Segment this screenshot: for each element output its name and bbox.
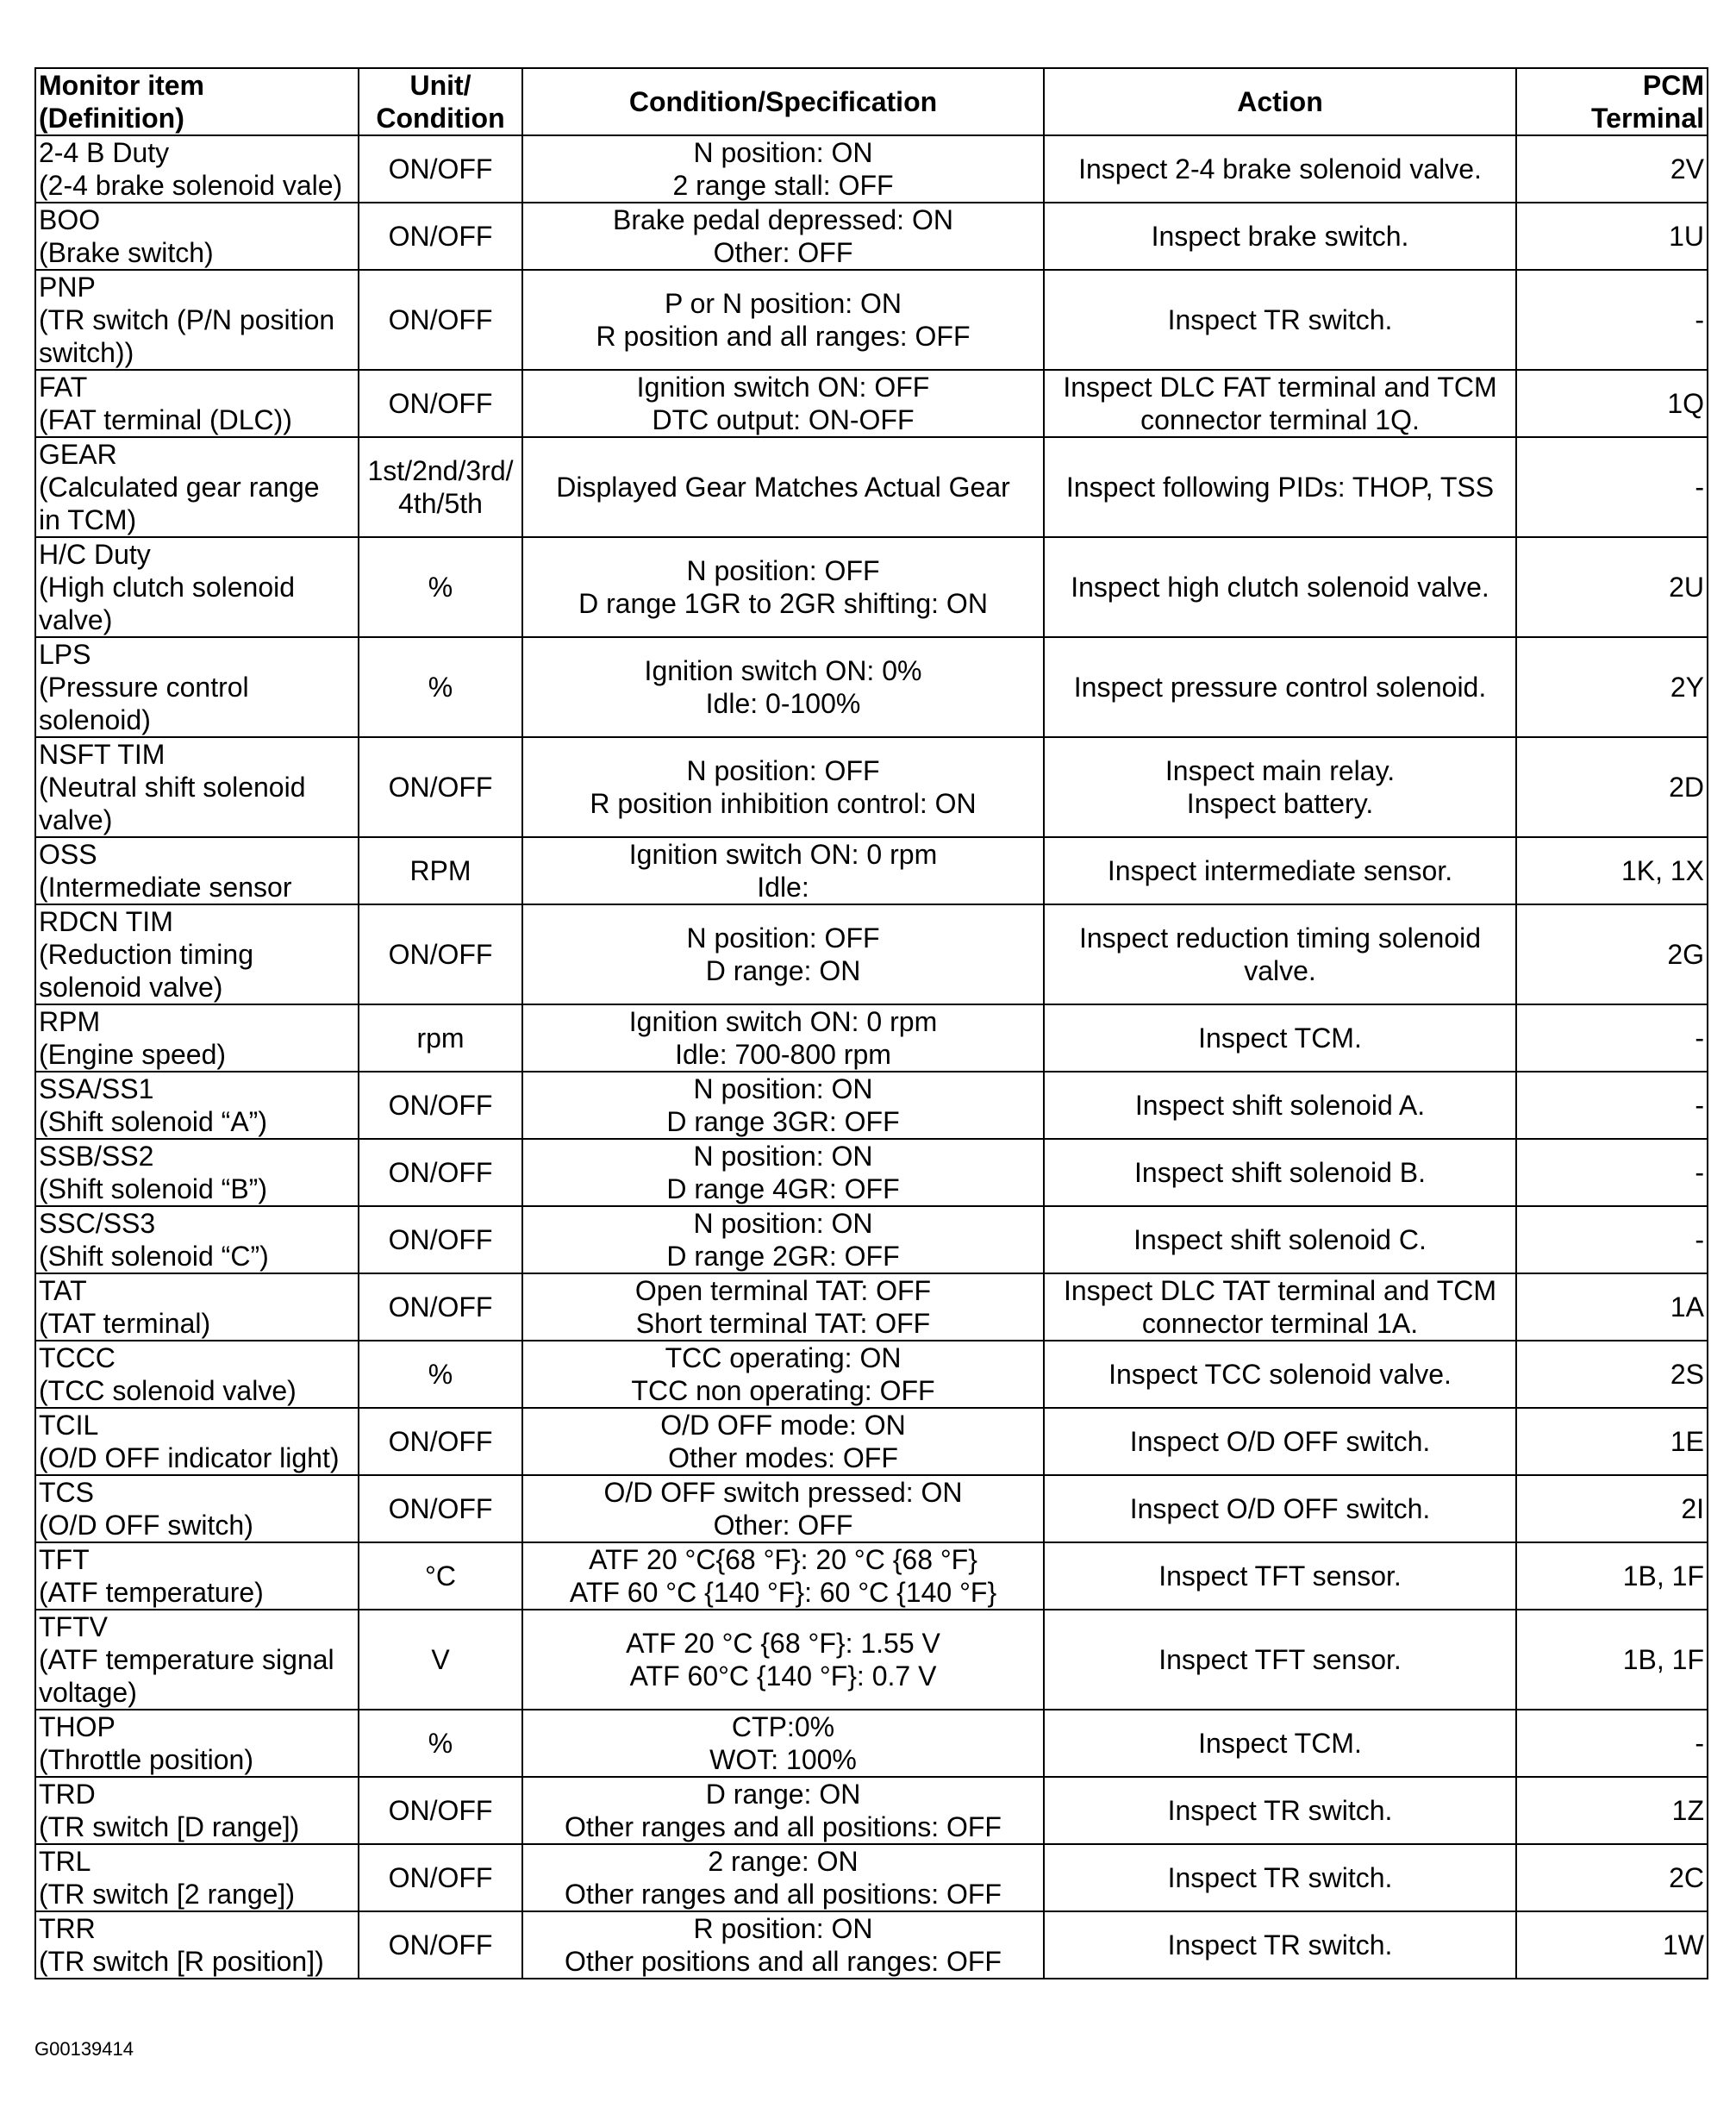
specification-cell: CTP:0% WOT: 100% xyxy=(522,1710,1044,1777)
action-cell: Inspect pressure control solenoid. xyxy=(1044,637,1516,737)
specification-cell: Ignition switch ON: 0 rpm Idle: xyxy=(522,837,1044,904)
action-cell: Inspect DLC TAT terminal and TCM connector terminal 1A. xyxy=(1044,1273,1516,1341)
specification-cell: ATF 20 °C{68 °F}: 20 °C {68 °F} ATF 60 °C {140 °F}: 60 °C {140 °F} xyxy=(522,1542,1044,1610)
specification-cell: ATF 20 °C {68 °F}: 1.55 V ATF 60°C {140 °F}: 0.7 V xyxy=(522,1610,1044,1710)
pcm-terminal-cell: 1Z xyxy=(1516,1777,1708,1844)
pcm-terminal-cell: 2U xyxy=(1516,537,1708,637)
monitor-item-cell: SSC/SS3 (Shift solenoid “C”) xyxy=(35,1206,359,1273)
figure-id: G00139414 xyxy=(34,2038,134,2060)
monitor-item-cell: THOP (Throttle position) xyxy=(35,1710,359,1777)
specification-cell: O/D OFF switch pressed: ON Other: OFF xyxy=(522,1475,1044,1542)
specification-cell: Ignition switch ON: OFF DTC output: ON-OFF xyxy=(522,370,1044,437)
action-cell: Inspect TR switch. xyxy=(1044,1777,1516,1844)
action-cell: Inspect following PIDs: THOP, TSS xyxy=(1044,437,1516,537)
monitor-item-cell: TFT (ATF temperature) xyxy=(35,1542,359,1610)
action-cell: Inspect O/D OFF switch. xyxy=(1044,1408,1516,1475)
action-cell: Inspect main relay. Inspect battery. xyxy=(1044,737,1516,837)
unit-cell: ON/OFF xyxy=(359,1911,522,1979)
table-row xyxy=(35,1610,1708,1710)
specification-cell: TCC operating: ON TCC non operating: OFF xyxy=(522,1341,1044,1408)
pcm-terminal-cell: 1Q xyxy=(1516,370,1708,437)
table-row xyxy=(35,1072,1708,1139)
table-row xyxy=(35,1273,1708,1341)
action-cell: Inspect high clutch solenoid valve. xyxy=(1044,537,1516,637)
unit-cell: V xyxy=(359,1610,522,1710)
monitor-item-cell: TFTV (ATF temperature signal voltage) xyxy=(35,1610,359,1710)
pcm-terminal-cell: - xyxy=(1516,1004,1708,1072)
specification-cell: Displayed Gear Matches Actual Gear xyxy=(522,437,1044,537)
action-cell: Inspect DLC FAT terminal and TCM connector terminal 1Q. xyxy=(1044,370,1516,437)
table-row xyxy=(35,737,1708,837)
pcm-terminal-cell: 1A xyxy=(1516,1273,1708,1341)
monitor-item-cell: TCCC (TCC solenoid valve) xyxy=(35,1341,359,1408)
pcm-terminal-cell: 2I xyxy=(1516,1475,1708,1542)
specification-cell: D range: ON Other ranges and all positions: OFF xyxy=(522,1777,1044,1844)
monitor-item-cell: PNP (TR switch (P/N position switch)) xyxy=(35,270,359,370)
unit-cell: ON/OFF xyxy=(359,1139,522,1206)
pcm-terminal-cell: 1U xyxy=(1516,203,1708,270)
action-cell: Inspect TFT sensor. xyxy=(1044,1542,1516,1610)
action-cell: Inspect shift solenoid C. xyxy=(1044,1206,1516,1273)
action-cell: Inspect TCC solenoid valve. xyxy=(1044,1341,1516,1408)
action-cell: Inspect 2-4 brake solenoid valve. xyxy=(1044,135,1516,203)
action-cell: Inspect TFT sensor. xyxy=(1044,1610,1516,1710)
unit-cell: ON/OFF xyxy=(359,370,522,437)
specification-cell: N position: ON D range 3GR: OFF xyxy=(522,1072,1044,1139)
unit-cell: % xyxy=(359,537,522,637)
action-cell: Inspect O/D OFF switch. xyxy=(1044,1475,1516,1542)
table-row xyxy=(35,270,1708,370)
pcm-terminal-cell: 2D xyxy=(1516,737,1708,837)
pcm-terminal-cell: 1K, 1X xyxy=(1516,837,1708,904)
table-row xyxy=(35,1341,1708,1408)
table-row xyxy=(35,203,1708,270)
specification-cell: Ignition switch ON: 0% Idle: 0-100% xyxy=(522,637,1044,737)
action-cell: Inspect reduction timing solenoid valve. xyxy=(1044,904,1516,1004)
table-row xyxy=(35,1844,1708,1911)
table-row xyxy=(35,1206,1708,1273)
specification-cell: N position: ON D range 2GR: OFF xyxy=(522,1206,1044,1273)
monitor-item-cell: TCS (O/D OFF switch) xyxy=(35,1475,359,1542)
unit-cell: % xyxy=(359,637,522,737)
unit-cell: rpm xyxy=(359,1004,522,1072)
action-cell: Inspect brake switch. xyxy=(1044,203,1516,270)
monitor-item-cell: TCIL (O/D OFF indicator light) xyxy=(35,1408,359,1475)
specification-cell: N position: ON D range 4GR: OFF xyxy=(522,1139,1044,1206)
pcm-terminal-cell: 2V xyxy=(1516,135,1708,203)
table-row xyxy=(35,637,1708,737)
monitor-item-cell: OSS (Intermediate sensor xyxy=(35,837,359,904)
table-row xyxy=(35,1408,1708,1475)
unit-cell: RPM xyxy=(359,837,522,904)
action-cell: Inspect shift solenoid B. xyxy=(1044,1139,1516,1206)
header-action: Action xyxy=(1044,68,1516,135)
table-row xyxy=(35,1777,1708,1844)
unit-cell: ON/OFF xyxy=(359,904,522,1004)
monitor-item-cell: RPM (Engine speed) xyxy=(35,1004,359,1072)
unit-cell: ON/OFF xyxy=(359,1777,522,1844)
header-pcm-terminal: PCM Terminal xyxy=(1516,68,1708,135)
monitor-table-sheet xyxy=(34,67,1707,1979)
unit-cell: ON/OFF xyxy=(359,1408,522,1475)
monitor-item-cell: H/C Duty (High clutch solenoid valve) xyxy=(35,537,359,637)
table-row xyxy=(35,1004,1708,1072)
monitor-item-cell: BOO (Brake switch) xyxy=(35,203,359,270)
action-cell: Inspect TR switch. xyxy=(1044,1911,1516,1979)
pcm-terminal-cell: 2C xyxy=(1516,1844,1708,1911)
monitor-item-cell: TAT (TAT terminal) xyxy=(35,1273,359,1341)
monitor-item-cell: SSB/SS2 (Shift solenoid “B”) xyxy=(35,1139,359,1206)
monitor-item-cell: SSA/SS1 (Shift solenoid “A”) xyxy=(35,1072,359,1139)
table-row xyxy=(35,904,1708,1004)
monitor-item-cell: GEAR (Calculated gear range in TCM) xyxy=(35,437,359,537)
header-monitor-item: Monitor item (Definition) xyxy=(35,68,359,135)
pcm-terminal-cell: 1B, 1F xyxy=(1516,1542,1708,1610)
unit-cell: % xyxy=(359,1341,522,1408)
pcm-terminal-cell: - xyxy=(1516,1710,1708,1777)
header-unit-condition: Unit/ Condition xyxy=(359,68,522,135)
action-cell: Inspect shift solenoid A. xyxy=(1044,1072,1516,1139)
table-row xyxy=(35,837,1708,904)
action-cell: Inspect intermediate sensor. xyxy=(1044,837,1516,904)
table-body xyxy=(35,135,1708,1979)
monitor-item-cell: TRL (TR switch [2 range]) xyxy=(35,1844,359,1911)
table-row xyxy=(35,1710,1708,1777)
action-cell: Inspect TR switch. xyxy=(1044,1844,1516,1911)
unit-cell: 1st/2nd/3rd/ 4th/5th xyxy=(359,437,522,537)
pcm-terminal-cell: - xyxy=(1516,1206,1708,1273)
header-condition-specification: Condition/Specification xyxy=(522,68,1044,135)
specification-cell: Brake pedal depressed: ON Other: OFF xyxy=(522,203,1044,270)
specification-cell: R position: ON Other positions and all ranges: OFF xyxy=(522,1911,1044,1979)
specification-cell: N position: OFF R position inhibition control: ON xyxy=(522,737,1044,837)
table-header-row xyxy=(35,68,1708,135)
unit-cell: % xyxy=(359,1710,522,1777)
table-row xyxy=(35,370,1708,437)
unit-cell: ON/OFF xyxy=(359,1072,522,1139)
specification-cell: 2 range: ON Other ranges and all positions: OFF xyxy=(522,1844,1044,1911)
pcm-terminal-cell: 1B, 1F xyxy=(1516,1610,1708,1710)
table-row xyxy=(35,437,1708,537)
action-cell: Inspect TR switch. xyxy=(1044,270,1516,370)
monitor-item-cell: RDCN TIM (Reduction timing solenoid valve) xyxy=(35,904,359,1004)
unit-cell: °C xyxy=(359,1542,522,1610)
table-row xyxy=(35,1542,1708,1610)
pcm-terminal-cell: - xyxy=(1516,437,1708,537)
unit-cell: ON/OFF xyxy=(359,1273,522,1341)
action-cell: Inspect TCM. xyxy=(1044,1710,1516,1777)
unit-cell: ON/OFF xyxy=(359,1844,522,1911)
table-row xyxy=(35,135,1708,203)
action-cell: Inspect TCM. xyxy=(1044,1004,1516,1072)
specification-cell: N position: OFF D range 1GR to 2GR shifting: ON xyxy=(522,537,1044,637)
monitor-item-cell: FAT (FAT terminal (DLC)) xyxy=(35,370,359,437)
monitor-item-cell: 2-4 B Duty (2-4 brake solenoid vale) xyxy=(35,135,359,203)
unit-cell: ON/OFF xyxy=(359,737,522,837)
monitor-item-cell: LPS (Pressure control solenoid) xyxy=(35,637,359,737)
monitor-item-cell: TRR (TR switch [R position]) xyxy=(35,1911,359,1979)
specification-cell: Open terminal TAT: OFF Short terminal TAT: OFF xyxy=(522,1273,1044,1341)
pcm-terminal-cell: 2S xyxy=(1516,1341,1708,1408)
specification-cell: N position: ON 2 range stall: OFF xyxy=(522,135,1044,203)
monitor-item-table xyxy=(34,67,1708,1979)
specification-cell: O/D OFF mode: ON Other modes: OFF xyxy=(522,1408,1044,1475)
monitor-item-cell: TRD (TR switch [D range]) xyxy=(35,1777,359,1844)
pcm-terminal-cell: - xyxy=(1516,1072,1708,1139)
table-row xyxy=(35,1911,1708,1979)
specification-cell: P or N position: ON R position and all ranges: OFF xyxy=(522,270,1044,370)
pcm-terminal-cell: 1W xyxy=(1516,1911,1708,1979)
unit-cell: ON/OFF xyxy=(359,203,522,270)
pcm-terminal-cell: 1E xyxy=(1516,1408,1708,1475)
unit-cell: ON/OFF xyxy=(359,1206,522,1273)
pcm-terminal-cell: - xyxy=(1516,270,1708,370)
specification-cell: Ignition switch ON: 0 rpm Idle: 700-800 rpm xyxy=(522,1004,1044,1072)
unit-cell: ON/OFF xyxy=(359,270,522,370)
table-row xyxy=(35,537,1708,637)
pcm-terminal-cell: 2G xyxy=(1516,904,1708,1004)
specification-cell: N position: OFF D range: ON xyxy=(522,904,1044,1004)
table-row xyxy=(35,1475,1708,1542)
pcm-terminal-cell: - xyxy=(1516,1139,1708,1206)
pcm-terminal-cell: 2Y xyxy=(1516,637,1708,737)
unit-cell: ON/OFF xyxy=(359,1475,522,1542)
monitor-item-cell: NSFT TIM (Neutral shift solenoid valve) xyxy=(35,737,359,837)
table-row xyxy=(35,1139,1708,1206)
unit-cell: ON/OFF xyxy=(359,135,522,203)
